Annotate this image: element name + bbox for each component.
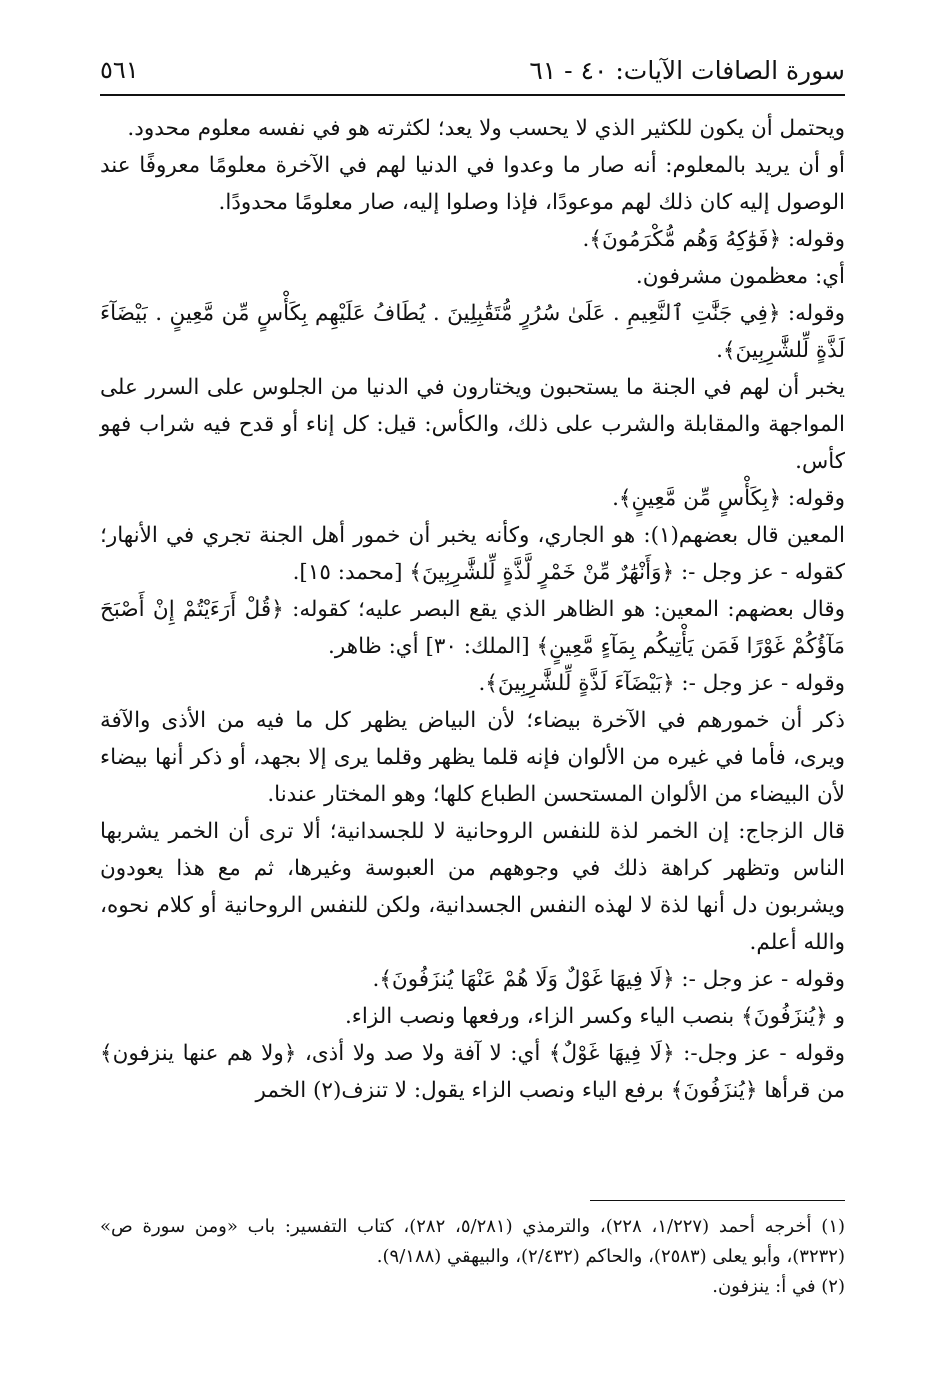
main-text (100, 110, 845, 1109)
paragraph: وقوله - عز وجل-: ﴿لَا فِيهَا غَوْلٌ﴾ أي: لا آفة ولا صد ولا أذى، ﴿ولا هم عنها ينزفون﴾ من قرأها ﴿يُنزَفُونَ﴾ برفع الياء ونصب الزاء يقول: لا تنزف(٢) الخمر (100, 1041, 845, 1103)
paragraph: ذكر أن خمورهم في الآخرة بيضاء؛ لأن البياض يظهر كل ما فيه من الأذى والآفة ويرى، فأما في غيره من الألوان فإنه قلما يظهر وقلما يرى إلا بجهد، أو ذكر أنها بيضاء لأن البيضاء من الألوان المستحسن الطباع كلها؛ وهو المختار عندنا. (100, 708, 845, 807)
paragraph: وقوله: ﴿فَوَٰكِهُ وَهُم مُّكْرَمُونَ﴾. (582, 227, 845, 252)
footnote: (٢) في أ: ينزفون. (712, 1276, 845, 1297)
paragraph: قال الزجاج: إن الخمر لذة للنفس الروحانية لا للجسدانية؛ ألا ترى أن الخمر يشربها الناس وتظهر كراهة ذلك في وجوههم من العبوسة وغيرها، ثم مع هذا يعودون ويشربون دل أنها لذة لا لهذه النفس الجسدانية، ولكن للنفس الروحانية أو كلام نحوه، والله أعلم. (100, 819, 845, 955)
footnote-separator (590, 1200, 845, 1201)
paragraph: وقال بعضهم: المعين: هو الظاهر الذي يقع البصر عليه؛ كقوله: ﴿قُلْ أَرَءَيْتُمْ إِنْ أَصْبَحَ مَآؤُكُمْ غَوْرًا فَمَن يَأْتِيكُم بِمَآءٍ مَّعِينٍ﴾ [الملك: ٣٠] أي: ظاهر. (100, 597, 845, 659)
paragraph: و ﴿يُنزَفُونَ﴾ بنصب الياء وكسر الزاء، ورفعها ونصب الزاء. (344, 1004, 845, 1029)
paragraph: وقوله: ﴿فِي جَنَّٰتِ ٱلنَّعِيمِ . عَلَىٰ سُرُرٍ مُّتَقَٰبِلِينَ . يُطَافُ عَلَيْهِم بِكَأْسٍ مِّن مَّعِينٍ . بَيْضَآءَ لَذَّةٍ لِّلشَّٰرِبِينَ﴾. (100, 301, 845, 363)
paragraph: وقوله - عز وجل -: ﴿لَا فِيهَا غَوْلٌ وَلَا هُمْ عَنْهَا يُنزَفُونَ﴾. (372, 967, 845, 992)
paragraph: وقوله - عز وجل -: ﴿بَيْضَآءَ لَذَّةٍ لِّلشَّٰرِبِينَ﴾. (478, 671, 845, 696)
paragraph: ويحتمل أن يكون للكثير الذي لا يحسب ولا يعد؛ لكثرته هو في نفسه معلوم محدود. (127, 116, 845, 141)
paragraph: المعين قال بعضهم(١): هو الجاري، وكأنه يخبر أن خمور أهل الجنة تجري في الأنهار؛ كقوله - عز وجل -: ﴿وَأَنْهَٰرٌ مِّنْ خَمْرٍ لَّذَّةٍ لِّلشَّٰرِبِينَ﴾ [محمد: ١٥]. (100, 523, 845, 585)
paragraph: وقوله: ﴿بِكَأْسٍ مِّن مَّعِينٍ﴾. (612, 486, 845, 511)
paragraph: أو أن يريد بالمعلوم: أنه صار ما وعدوا في الدنيا لهم في الآخرة معلومًا معروفًا عند الوصول إليه كان ذلك لهم موعودًا، فإذا وصلوا إليه، صار معلومًا محدودًا. (100, 153, 845, 215)
paragraph: يخبر أن لهم في الجنة ما يستحبون ويختارون في الدنيا من الجلوس على السرر على المواجهة والمقابلة والشرب على ذلك، والكأس: قيل: كل إناء أو قدح فيه شراب فهو كأس. (100, 375, 845, 474)
page-header (100, 52, 845, 96)
footnotes (100, 1212, 845, 1302)
page-number: ٥٦١ (100, 56, 139, 84)
paragraph: أي: معظمون مشرفون. (635, 264, 845, 289)
running-title: سورة الصافات الآيات: ٤٠ - ٦١ (529, 56, 845, 85)
footnote: (١) أخرجه أحمد (١/٢٢٧، ٢٢٨)، والترمذي (٥/٢٨١، ٢٨٢)، كتاب التفسير: باب «ومن سورة ص» (٣٢٣٢)، وأبو يعلى (٢٥٨٣)، والحاكم (٢/٤٣٢)، والبيهقي (٩/١٨٨). (100, 1216, 846, 1267)
